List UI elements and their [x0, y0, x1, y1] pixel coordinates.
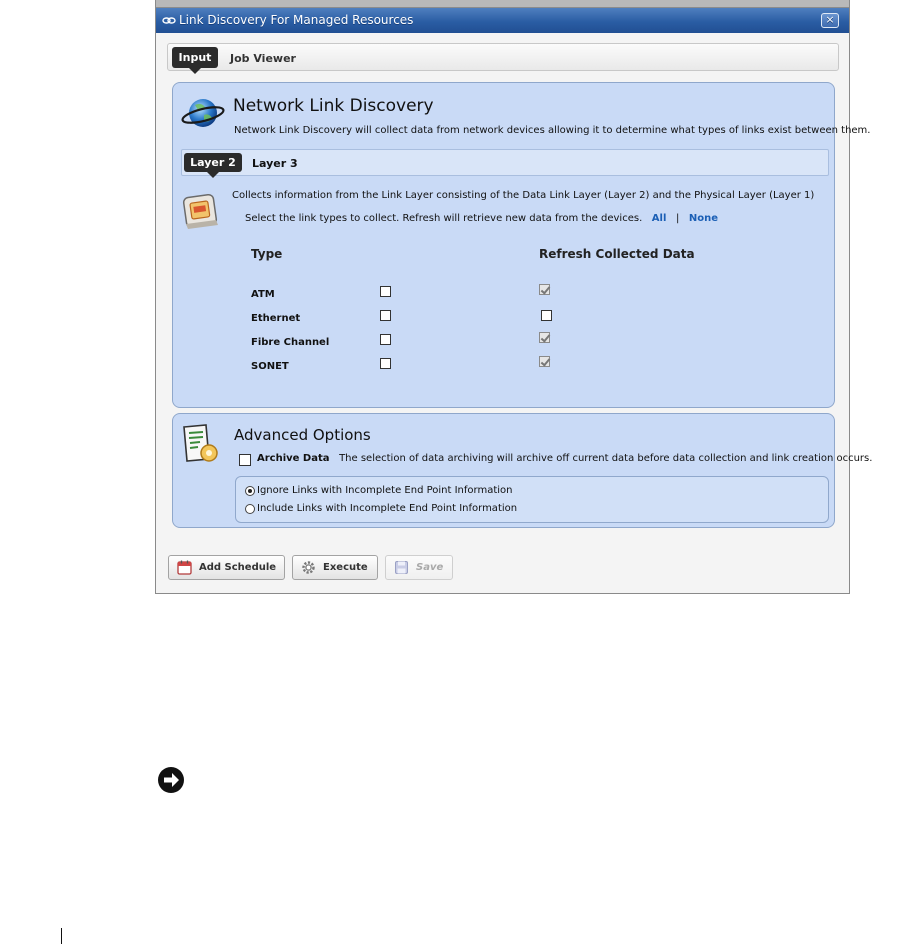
refresh-checkbox-ethernet[interactable]	[541, 310, 552, 321]
main-tab-bar	[167, 43, 839, 71]
ignore-links-radio[interactable]	[245, 486, 255, 496]
row-label-ethernet: Ethernet	[251, 313, 301, 324]
title-bar	[156, 8, 849, 33]
save-button[interactable]	[385, 555, 453, 580]
select-all-link[interactable]: All	[651, 213, 667, 224]
add-schedule-label: Add Schedule	[199, 562, 277, 573]
layer2-instruction: Select the link types to collect. Refresh will retrieve new data from the devices.	[245, 213, 643, 224]
row-label-fibre-channel: Fibre Channel	[251, 337, 330, 348]
tab-input[interactable]: Input	[172, 47, 218, 68]
network-section-description: Network Link Discovery will collect data from network devices allowing it to determine what types of links exist between them.	[234, 125, 871, 136]
include-links-radio[interactable]	[245, 504, 255, 514]
collect-checkbox-fibre-channel[interactable]	[380, 334, 391, 345]
row-label-sonet: SONET	[251, 361, 289, 372]
collect-checkbox-sonet[interactable]	[380, 358, 391, 369]
save-label: Save	[416, 562, 444, 573]
tab-layer-3[interactable]: Layer 3	[252, 157, 298, 170]
gear-icon	[301, 560, 316, 575]
globe-icon	[181, 95, 225, 131]
refresh-checkbox-atm[interactable]	[539, 284, 550, 295]
network-device-icon	[180, 190, 222, 232]
archive-row	[257, 453, 872, 464]
row-label-atm: ATM	[251, 289, 275, 300]
arrow-right-circle-icon	[157, 766, 185, 794]
calendar-icon	[177, 560, 192, 575]
window-title: Link Discovery For Managed Resources	[179, 13, 414, 27]
layer2-description: Collects information from the Link Layer consisting of the Data Link Layer (Layer 2) and the Physical Layer (Layer 1)	[232, 190, 815, 201]
archive-data-description: The selection of data archiving will archive off current data before data collection and link creation occurs.	[339, 453, 873, 464]
tab-job-viewer[interactable]: Job Viewer	[230, 52, 296, 65]
network-section-title: Network Link Discovery	[233, 96, 434, 116]
advanced-options-panel	[172, 413, 873, 528]
ignore-links-label: Ignore Links with Incomplete End Point Information	[257, 485, 513, 496]
archive-data-checkbox[interactable]	[239, 454, 251, 466]
layer2-instruction-row	[245, 213, 718, 224]
options-document-icon	[178, 422, 222, 466]
column-header-refresh: Refresh Collected Data	[539, 247, 695, 261]
dialog-top-strip	[156, 0, 849, 8]
incomplete-links-radio-group	[235, 476, 829, 523]
refresh-checkbox-sonet[interactable]	[539, 356, 550, 367]
link-discovery-dialog	[155, 0, 873, 594]
select-none-link[interactable]: None	[688, 213, 719, 224]
link-separator: |	[675, 213, 680, 224]
include-links-label: Include Links with Incomplete End Point Information	[257, 503, 518, 514]
add-schedule-button[interactable]	[168, 555, 285, 580]
refresh-checkbox-fibre-channel[interactable]	[539, 332, 550, 343]
network-link-discovery-panel	[172, 82, 871, 408]
floppy-disk-icon	[394, 560, 409, 575]
column-header-type: Type	[251, 247, 283, 261]
link-icon	[162, 15, 176, 26]
close-icon: ×	[825, 13, 835, 26]
execute-label: Execute	[323, 562, 368, 573]
layer-tab-bar	[181, 149, 829, 176]
execute-button[interactable]	[292, 555, 378, 580]
archive-data-label: Archive Data	[257, 453, 330, 464]
tab-layer-2[interactable]: Layer 2	[184, 153, 242, 172]
close-button[interactable]	[821, 13, 839, 28]
advanced-section-title: Advanced Options	[234, 426, 371, 444]
collect-checkbox-ethernet[interactable]	[380, 310, 391, 321]
collect-checkbox-atm[interactable]	[380, 286, 391, 297]
margin-rule	[61, 928, 62, 944]
